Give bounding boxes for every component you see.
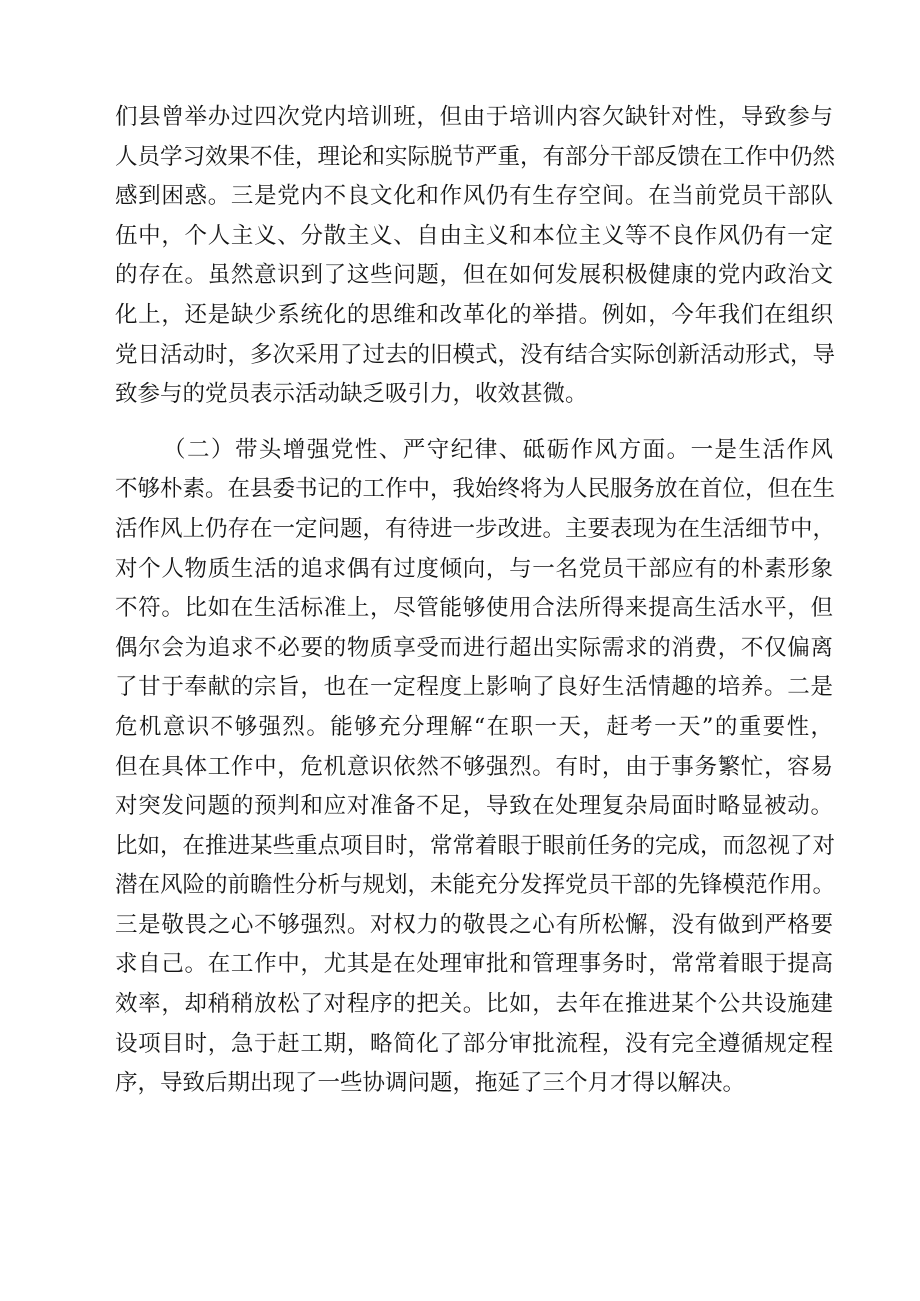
paragraph-party-culture xyxy=(115,98,836,415)
text-line: 化上，还是缺少系统化的思维和改革化的举措。例如，今年我们在组织 xyxy=(115,301,833,328)
text-line: 党日活动时，多次采用了过去的旧模式，没有结合实际创新活动形式，导 xyxy=(115,341,836,368)
text-line: 设项目时，急于赶工期，略简化了部分审批流程，没有完全遵循规定程 xyxy=(115,1030,833,1057)
text-line: 偶尔会为追求不必要的物质享受而进行超出实际需求的消费，不仅偏离 xyxy=(115,634,833,661)
text-line: 不够朴素。在县委书记的工作中，我始终将为人民服务放在首位，但在生 xyxy=(115,476,836,503)
document-body xyxy=(115,98,836,1104)
text-line: 效率，却稍稍放松了对程序的把关。比如，去年在推进某个公共设施建 xyxy=(115,991,833,1018)
text-line: 序，导致后期出现了一些协调问题，拖延了三个月才得以解决。 xyxy=(115,1070,746,1097)
text-line: 活作风上仍存在一定问题，有待进一步改进。主要表现为在生活细节中， xyxy=(115,515,836,542)
paragraph-spacing xyxy=(115,415,833,431)
text-line: 对个人物质生活的追求偶有过度倾向，与一名党员干部应有的朴素形象 xyxy=(115,555,833,582)
text-line: 了甘于奉献的宗旨，也在一定程度上影响了良好生活情趣的培养。二是 xyxy=(115,674,833,701)
text-line: 危机意识不够强烈。能够充分理解“在职一天，赶考一天”的重要性， xyxy=(115,713,833,740)
text-line: 人员学习效果不佳，理论和实际脱节严重，有部分干部反馈在工作中仍然 xyxy=(115,143,836,170)
text-line: 们县曾举办过四次党内培训班，但由于培训内容欠缺针对性，导致参与 xyxy=(115,104,833,130)
text-line: 致参与的党员表示活动缺乏吸引力，收效甚微。 xyxy=(115,381,588,408)
text-line: 不符。比如在生活标准上，尽管能够使用合法所得来提高生活水平，但 xyxy=(115,595,833,622)
text-line: 比如，在推进某些重点项目时，常常着眼于眼前任务的完成，而忽视了对 xyxy=(115,832,836,859)
text-line: 感到困惑。三是党内不良文化和作风仍有生存空间。在当前党员干部队 xyxy=(115,183,833,210)
text-line: 三是敬畏之心不够强烈。对权力的敬畏之心有所松懈，没有做到严格要 xyxy=(115,911,833,938)
text-line: 伍中，个人主义、分散主义、自由主义和本位主义等不良作风仍有一定 xyxy=(115,222,833,249)
text-line: 对突发问题的预判和应对准备不足，导致在处理复杂局面时略显被动。 xyxy=(115,793,833,820)
text-line: 但在具体工作中，危机意识依然不够强烈。有时，由于事务繁忙，容易 xyxy=(115,753,833,780)
text-line: 求自己。在工作中，尤其是在处理审批和管理事务时，常常着眼于提高 xyxy=(115,951,833,978)
text-line: 潜在风险的前瞻性分析与规划，未能充分发挥党员干部的先锋模范作用。 xyxy=(115,872,836,899)
paragraph-section-two xyxy=(115,431,836,1104)
text-line: 的存在。虽然意识到了这些问题，但在如何发展积极健康的党内政治文 xyxy=(115,262,833,289)
section-heading-line: （二）带头增强党性、严守纪律、砥砺作风方面。一是生活作风 xyxy=(163,436,833,463)
